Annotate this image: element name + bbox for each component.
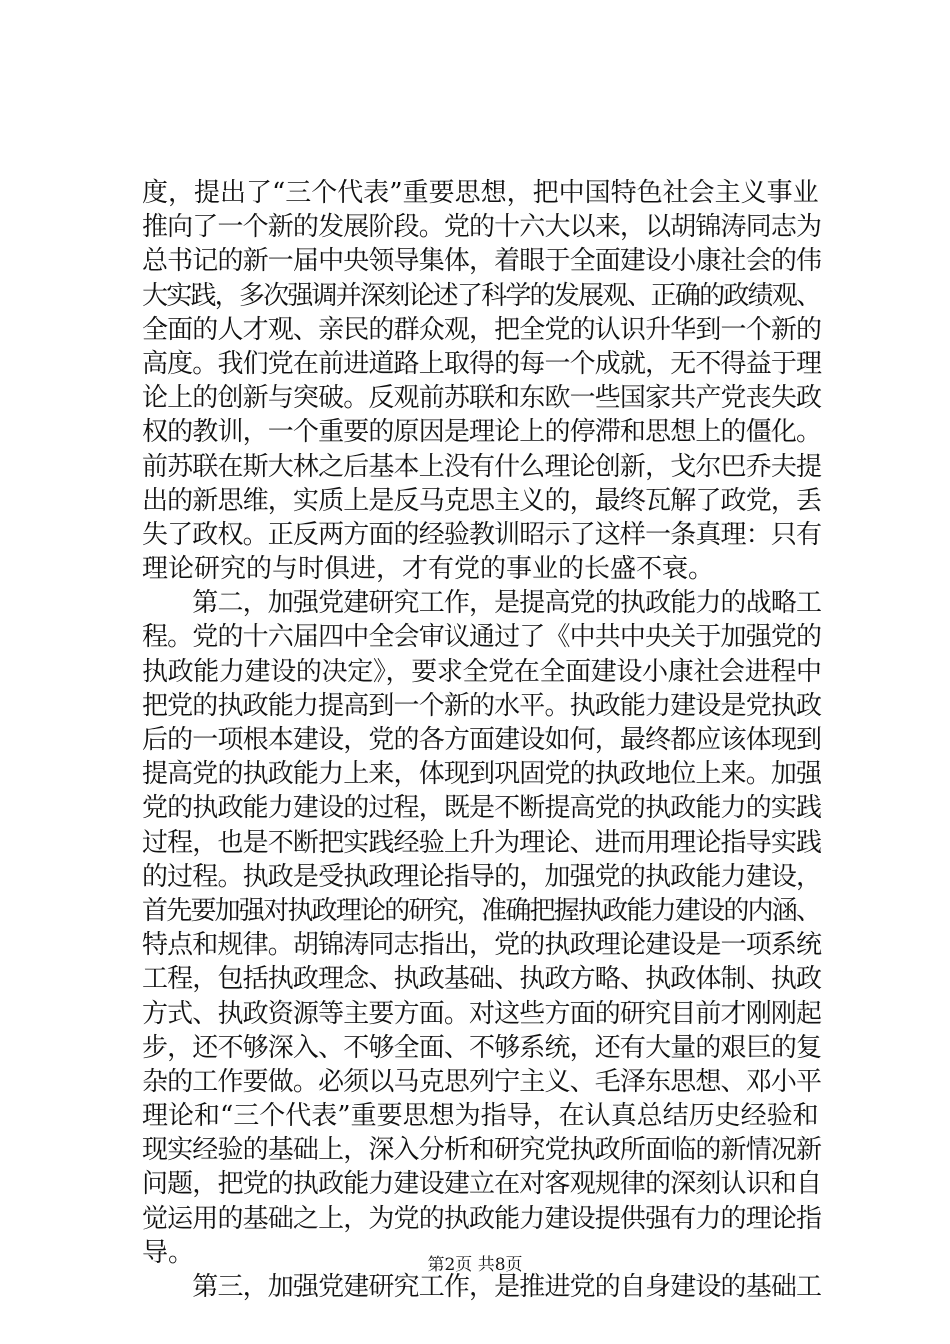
text-line: 总书记的新一届中央领导集体，着眼于全面建设小康社会的伟 (142, 246, 822, 277)
text-line: 导。 (142, 1237, 195, 1268)
text-line: 全面的人才观、亲民的群众观，把全党的认识升华到一个新的 (142, 314, 822, 345)
text-line: 首先要加强对执政理论的研究，准确把握执政能力建设的内涵、 (142, 895, 821, 926)
text-line: 理论和“三个代表”重要思想为指导，在认真总结历史经验和 (142, 1101, 819, 1132)
text-line: 失了政权。正反两方面的经验教训昭示了这样一条真理：只有 (142, 519, 822, 550)
text-line: 特点和规律。胡锦涛同志指出，党的执政理论建设是一项系统 (142, 930, 822, 961)
text-line: 推向了一个新的发展阶段。党的十六大以来，以胡锦涛同志为 (142, 212, 822, 243)
text-line: 执政能力建设的决定》，要求全党在全面建设小康社会进程中 (142, 656, 822, 687)
text-line: 高度。我们党在前进道路上取得的每一个成就，无不得益于理 (142, 348, 822, 379)
text-line: 把党的执政能力提高到一个新的水平。执政能力建设是党执政 (142, 690, 822, 721)
text-line: 工程，包括执政理念、执政基础、执政方略、执政体制、执政 (142, 964, 822, 995)
text-line: 论上的创新与突破。反观前苏联和东欧一些国家共产党丧失政 (142, 383, 822, 414)
text-line: 前苏联在斯大林之后基本上没有什么理论创新，戈尔巴乔夫提 (142, 451, 822, 482)
text-line: 现实经验的基础上，深入分析和研究党执政所面临的新情况新 (142, 1135, 822, 1166)
text-line: 第二，加强党建研究工作，是提高党的执政能力的战略工 (142, 588, 822, 619)
text-line: 大实践，多次强调并深刻论述了科学的发展观、正确的政绩观、 (142, 280, 821, 311)
text-line: 问题，把党的执政能力建设建立在对客观规律的深刻认识和自 (142, 1169, 822, 1200)
text-line: 后的一项根本建设，党的各方面建设如何，最终都应该体现到 (142, 725, 822, 755)
text-line: 权的教训，一个重要的原因是理论上的停滞和思想上的僵化。 (142, 417, 822, 448)
text-line: 党的执政能力建设的过程，既是不断提高党的执政能力的实践 (142, 793, 822, 824)
text-line: 方式、执政资源等主要方面。对这些方面的研究目前才刚刚起 (142, 998, 822, 1029)
body-text (142, 176, 822, 1304)
text-line: 步，还不够深入、不够全面、不够系统，还有大量的艰巨的复 (142, 1032, 822, 1063)
text-line: 的过程。执政是受执政理论指导的，加强党的执政能力建设， (142, 861, 822, 892)
text-line: 第三，加强党建研究工作，是推进党的自身建设的基础工 (142, 1272, 822, 1302)
page-footer: 第2页 共8页 (427, 1255, 523, 1275)
text-line: 出的新思维，实质上是反马克思主义的，最终瓦解了政党，丢 (142, 485, 822, 516)
text-line: 提高党的执政能力上来，体现到巩固党的执政地位上来。加强 (142, 759, 822, 790)
text-line: 觉运用的基础之上，为党的执政能力建设提供强有力的理论指 (142, 1203, 822, 1234)
text-line: 杂的工作要做。必须以马克思列宁主义、毛泽东思想、邓小平 (142, 1066, 822, 1097)
text-line: 理论研究的与时俱进，才有党的事业的长盛不衰。 (142, 554, 715, 585)
text-line: 度，提出了“三个代表”重要思想，把中国特色社会主义事业 (142, 178, 819, 208)
text-line: 过程，也是不断把实践经验上升为理论、进而用理论指导实践 (142, 827, 822, 858)
text-line: 程。党的十六届四中全会审议通过了《中共中央关于加强党的 (142, 622, 822, 653)
